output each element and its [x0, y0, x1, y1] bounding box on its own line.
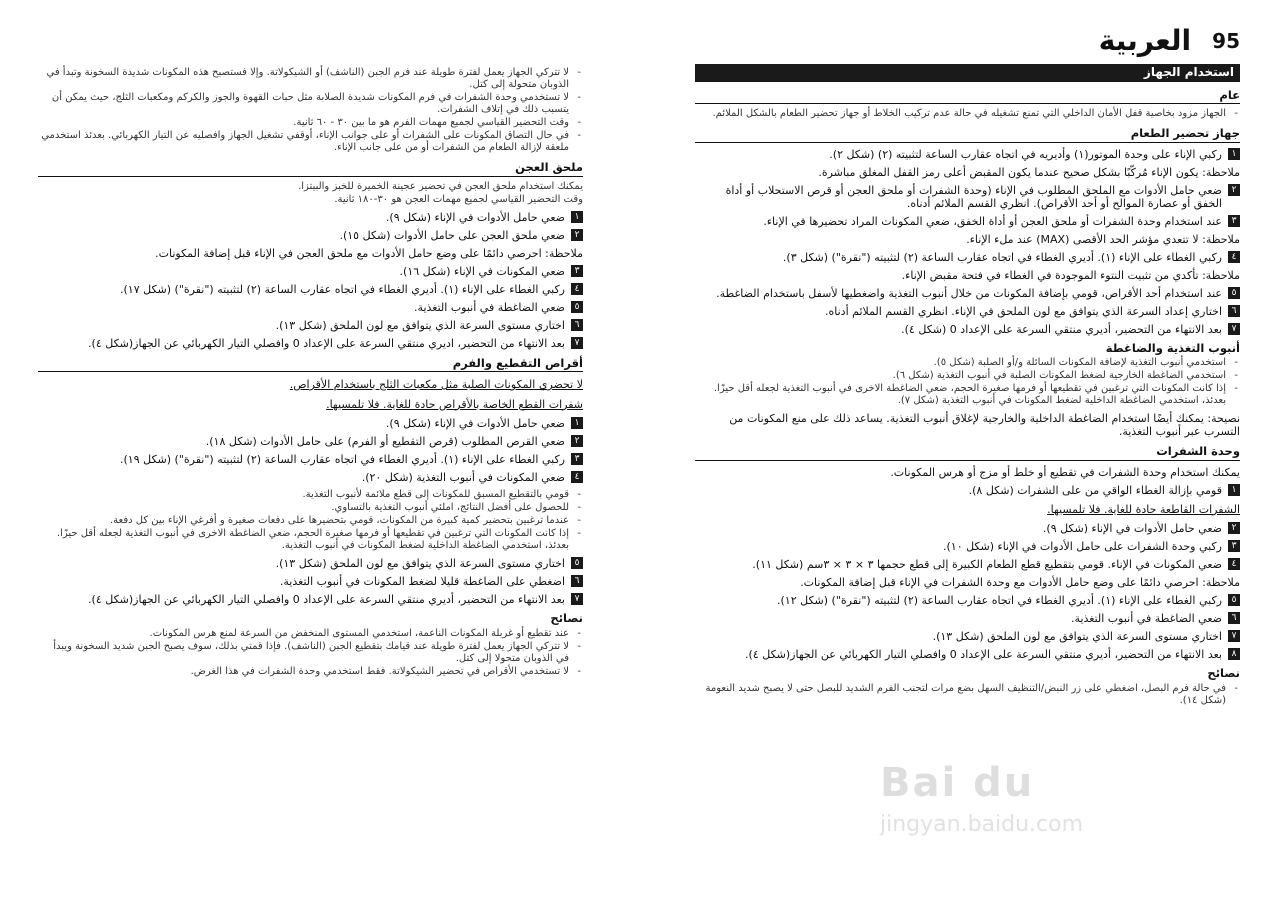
step-number: ١ [571, 211, 583, 223]
feed-bullets [695, 357, 1240, 407]
numbered-step [695, 323, 1240, 336]
general-bullets [695, 108, 1240, 120]
numbered-step [38, 337, 583, 350]
step-number: ٤ [571, 283, 583, 295]
numbered-step [695, 215, 1240, 228]
step-text: ملاحظة: تأكدي من تثبيت النتوء الموجودة في الغطاء في فتحة مقبض الإناء. [901, 268, 1240, 282]
step-number: ٨ [1228, 648, 1240, 660]
step-text: ضعي المكونات في الإناء. قومي بتقطيع قطع الطعام الكبيرة إلى قطع حجمها ٣ × ٣ × ٣سم (شكل ١١). [752, 558, 1222, 571]
numbered-step [38, 211, 583, 224]
step-text: ضعي حامل الأدوات في الإناء (شكل ٩). [385, 210, 565, 224]
step-text: ملاحظة: لا تتعدي مؤشر الحد الأقصى (MAX) عند ملء الإناء. [966, 232, 1240, 246]
step-number: ٣ [571, 265, 583, 277]
intro-line: يمكنك استخدام ملحق العجن في تحضير عجينة الخميرة للخبز والبيتزا. [298, 180, 583, 192]
step-text: ركبي الغطاء على الإناء (١). أديري الغطاء في اتجاه عقارب الساعة (٢) لتثبيته ("نقرة") (شكل ١٧). [120, 282, 565, 296]
tips-heading-left: نصائح [550, 611, 583, 625]
step-number: ٦ [1228, 612, 1240, 624]
intro-line: وقت التحضير القياسي لجميع مهمات العجن هو ٣٠-١٨٠ ثانية. [334, 193, 583, 205]
step-number: ١ [1228, 484, 1240, 496]
step-number: ٤ [1228, 251, 1240, 263]
dough-intro [38, 181, 583, 206]
discs-steps [38, 417, 583, 484]
numbered-step [695, 287, 1240, 300]
step-text: اضغطي على الضاغطة قليلا لضغط المكونات في أنبوب التغذية. [279, 575, 565, 588]
step-text: ضعي حامل الأدوات في الإناء (شكل ٩). [385, 417, 565, 430]
step-number: ٢ [1228, 522, 1240, 534]
bullet-item: - عند تقطيع أو غربلة المكونات الناعمة، استخدمي المستوى المنخفض من السرعة لمنع هرس المكونات. [38, 628, 583, 640]
step-number: ٤ [1228, 558, 1240, 570]
feed-tip: نصيحة: يمكنك أيضًا استخدام الضاغطة الداخلية والخارجية لإغلاق أنبوب التغذية. يساعد ذلك على منع المكونات من التسرب عبر أنبوب التغذية. [729, 412, 1240, 438]
bullet-item: - قومي بالتقطيع المسبق للمكونات إلى قطع ملائمة لأنبوب التغذية. [38, 489, 583, 501]
step-text: ركبي وحدة الشفرات على حامل الأدوات في الإناء (شكل ١٠). [942, 540, 1222, 553]
step-number: ٢ [571, 229, 583, 241]
step-number: ٥ [571, 557, 583, 569]
page-number: 95 [1212, 28, 1240, 53]
numbered-step [38, 319, 583, 332]
step-number: ٧ [1228, 630, 1240, 642]
numbered-step [38, 265, 583, 278]
watermark-logo: Bai du [880, 760, 1035, 806]
numbered-step [695, 305, 1240, 318]
step-text: اختاري مستوى السرعة الذي يتوافق مع لون الملحق (شكل ١٣). [275, 557, 565, 570]
numbered-step [695, 612, 1240, 625]
step-text: اختاري مستوى السرعة الذي يتوافق مع لون الملحق (شكل ١٣). [275, 318, 565, 332]
step-number: ٧ [1228, 323, 1240, 335]
step-note [695, 269, 1240, 282]
step-note [695, 233, 1240, 246]
page-header [700, 24, 1240, 60]
numbered-step [38, 301, 583, 314]
section-bar: استخدام الجهاز [695, 64, 1240, 82]
numbered-step [38, 593, 583, 606]
bullet-item: - عندما ترغبين بتحضير كمية كبيرة من المكونات، قومي بتحضيرها على دفعات صغيرة و أفرغي الإناء بين كل دفعة. [38, 515, 583, 527]
bullet-item: - إذا كانت المكونات التي ترغبين في تقطيعها أو فرمها صغيرة الحجم، ضعي الضاغطة الاخرى في أنبوب التغذية لجعله أقل حيزًا. بعدئذ، استخدمي الضاغطة الداخلية لضغط المكونات في أنبوب التغذية. [38, 528, 583, 552]
numbered-step [695, 558, 1240, 571]
step-text: ضعي الضاغطة في أنبوب التغذية. [414, 300, 565, 314]
step-number: ٦ [571, 575, 583, 587]
numbered-step [38, 557, 583, 570]
numbered-step [695, 484, 1240, 497]
numbered-step [695, 630, 1240, 643]
watermark-url: jingyan.baidu.com [880, 812, 1084, 837]
step-text: عند استخدام وحدة الشفرات أو ملحق العجن أو أداة الخفق، ضعي المكونات المراد تحضيرها في الإناء. [763, 214, 1222, 228]
step-number: ١ [1228, 148, 1240, 160]
bullet-item: - لا تتركي الجهاز يعمل لفترة طويلة عند قيامك بتقطيع الجبن (الناشف). فإذا قمتي بذلك، سوف يصبح الجبن شديد السخونة ويبدأ في الذوبان متحولا إلى كتل. [38, 641, 583, 665]
numbered-step [695, 251, 1240, 264]
step-text: ضعي القرص المطلوب (قرص التقطيع أو الفرم) على حامل الأدوات (شكل ١٨). [205, 435, 565, 448]
step-text: بعد الانتهاء من التحضير، أديري منتقي السرعة على الإعداد 0 وافصلي التيار الكهربائي عن الجهاز(شكل ٤). [745, 648, 1222, 661]
language-title: العربية [1098, 24, 1192, 57]
step-text: ضعي الضاغطة في أنبوب التغذية. [1071, 612, 1222, 625]
tips-right [695, 683, 1240, 707]
bullet-item: - للحصول على أفضل النتائج، املئي أنبوب التغذية بالتساوي. [38, 502, 583, 514]
numbered-step [38, 229, 583, 242]
step-number: ٥ [1228, 287, 1240, 299]
step-number: ٥ [571, 301, 583, 313]
step-number: ٣ [1228, 540, 1240, 552]
dough-steps [38, 211, 583, 350]
blade-steps [695, 484, 1240, 662]
bullet-item: - الجهاز مزود بخاصية قفل الأمان الداخلي التي تمنع تشغيله في حالة عدم تركيب الخلاط أو جهاز تحضير الطعام بالشكل الملائم. [695, 108, 1240, 120]
step-text: اختاري إعداد السرعة الذي يتوافق مع لون الملحق في الإناء. انظري القسم الملائم أدناه. [825, 304, 1222, 318]
step-text: ضعي المكونات في أنبوب التغذية (شكل ٢٠). [361, 471, 565, 484]
bullet-item: - لا تستخدمي الأقراص في تحضير الشيكولاتة. فقط استخدمي وحدة الشفرات في هذا الغرض. [38, 666, 583, 678]
step-number: ٧ [571, 593, 583, 605]
step-text: قومي بإزالة الغطاء الواقي من على الشفرات (شكل ٨). [968, 483, 1222, 497]
discs-warning-2: شفرات القطع الخاصة بالأقراص حادة للغاية. فلا تلمسيها. [326, 397, 583, 411]
feed-heading: أنبوب التغذية والضاغطة [1105, 340, 1240, 355]
step-text: ركبي الغطاء على الإناء (١). أديري الغطاء في اتجاه عقارب الساعة (٢) لتثبيته ("نقرة") (شكل ٣). [782, 250, 1222, 264]
blade-heading: وحدة الشفرات [695, 444, 1240, 461]
bullet-item: - إذا كانت المكونات التي ترغبين في تقطيعها أو فرمها صغيرة الحجم، ضعي الضاغطة الاخرى في أنبوب التغذية لجعله أقل حيزًا. بعدئذ، استخدمي الضاغطة الداخلية لضغط المكونات في أنبوب التغذية (شكل ٧). [695, 383, 1240, 407]
numbered-step [38, 417, 583, 430]
general-heading: عام [695, 88, 1240, 105]
step-text: اختاري مستوى السرعة الذي يتوافق مع لون الملحق (شكل ١٣). [932, 630, 1222, 643]
step-text: بعد الانتهاء من التحضير، أديري منتقي السرعة على الإعداد 0 (شكل ٤). [901, 322, 1222, 336]
blade-intro: يمكنك استخدام وحدة الشفرات في تقطيع أو خلط أو مزج أو هرس المكونات. [890, 465, 1240, 479]
bullet-item: - وقت التحضير القياسي لجميع مهمات الفرم هو ما بين ٣٠ - ٦٠ ثانية. [38, 117, 583, 129]
step-note [695, 576, 1240, 589]
step-note [695, 503, 1240, 517]
bullet-item: - في حال التصاق المكونات على الشفرات أو على جوانب الإناء، أوقفي تشغيل الجهاز وافصليه عن التيار الكهربائي. بعدئذ استخدمي ملعقة لإزالة الطعام من الشفرات أو من على جانب الإناء. [38, 130, 583, 154]
step-number: ٦ [571, 319, 583, 331]
bullet-item: - استخدمي أنبوب التغذية لإضافة المكونات السائلة و/أو الصلبة (شكل ٥). [695, 357, 1240, 369]
step-text: ضعي حامل الأدوات في الإناء (شكل ٩). [1042, 522, 1222, 535]
processor-steps [695, 148, 1240, 336]
top-bullets [38, 67, 583, 154]
processor-heading: جهاز تحضير الطعام [695, 126, 1240, 143]
step-text: بعد الانتهاء من التحضير، اديري منتقي السرعة على الإعداد 0 وافصلي التيار الكهربائي عن الجهاز(شكل ٤). [88, 336, 565, 350]
numbered-step [38, 435, 583, 448]
numbered-step [695, 648, 1240, 661]
numbered-step [695, 148, 1240, 161]
step-note [38, 247, 583, 260]
numbered-step [695, 184, 1240, 210]
step-text: بعد الانتهاء من التحضير، أديري منتقي السرعة على الإعداد 0 وافصلي التيار الكهربائي عن الجهاز(شكل ٤). [88, 593, 565, 606]
step-number: ٣ [571, 453, 583, 465]
step-text: ملاحظة: يكون الإناء مُركّبًا بشكل صحيح عندما يكون المقبض أعلى رمز القفل المغلق مباشرة. [818, 165, 1240, 179]
bullet-item: - لا تستخدمي وحدة الشفرات في فرم المكونات شديدة الصلابة مثل حبات القهوة والجوز والكركم ومكعبات الثلج، حيث يمكن أن يتسبب ذلك في إتلاف الشفرات. [38, 92, 583, 116]
step-text: ملاحظة: احرصي دائمًا على وضع حامل الأدوات مع وحدة الشفرات في الإناء قبل إضافة المكونات. [800, 576, 1240, 589]
numbered-step [695, 522, 1240, 535]
numbered-step [38, 453, 583, 466]
discs-bullets [38, 489, 583, 552]
numbered-step [38, 283, 583, 296]
numbered-step [38, 471, 583, 484]
step-note [695, 166, 1240, 179]
step-text: ملاحظة: احرصي دائمًا على وضع حامل الأدوات مع ملحق العجن في الإناء قبل إضافة المكونات. [155, 246, 583, 260]
step-number: ٧ [571, 337, 583, 349]
step-number: ٦ [1228, 305, 1240, 317]
bullet-item: - استخدمي الضاغطة الخارجية لضغط المكونات الصلبة في أنبوب التغذية (شكل ٦). [695, 370, 1240, 382]
step-text: ركبي الغطاء على الإناء (١). أديري الغطاء في اتجاه عقارب الساعة (٢) لتثبيته ("نقرة") (شكل ١٢). [777, 594, 1222, 607]
step-text: ضعي ملحق العجن على حامل الأدوات (شكل ١٥). [339, 228, 565, 242]
step-number: ٥ [1228, 594, 1240, 606]
step-number: ٣ [1228, 215, 1240, 227]
discs-warning-1: لا تحضري المكونات الصلبة مثل مكعبات الثلج باستخدام الأقراص. [289, 378, 583, 391]
step-number: ٢ [571, 435, 583, 447]
step-text: ركبي الإناء على وحدة الموتور(١) وأديريه في اتجاه عقارب الساعة لتثبيته (٢) (شكل ٢). [829, 147, 1222, 161]
step-number: ١ [571, 417, 583, 429]
step-text: عند استخدام أحد الأقراص، قومي بإضافة المكونات من خلال أنبوب التغذية واضغطيها لأسفل باستخدام الضاغطة. [716, 286, 1222, 300]
numbered-step [38, 575, 583, 588]
bullet-item: - في حالة فرم البصل، اضغطي على زر النبض/التنظيف السهل بضع مرات لتجنب الفرم الشديد للبصل حتى لا يصبح شديد النعومة (شكل ١٤). [695, 683, 1240, 707]
discs-steps-2 [38, 557, 583, 606]
left-column [38, 66, 583, 679]
dough-heading: ملحق العجن [38, 160, 583, 177]
step-number: ٤ [571, 471, 583, 483]
numbered-step [695, 594, 1240, 607]
numbered-step [695, 540, 1240, 553]
discs-heading: أقراص التقطيع والفرم [38, 356, 583, 373]
step-number: ٢ [1228, 184, 1240, 196]
step-text: ركبي الغطاء على الإناء (١). أديري الغطاء في اتجاه عقارب الساعة (٢) لتثبيته ("نقرة") (شكل ١٩). [120, 453, 565, 466]
step-text: الشفرات القاطعة حادة للغاية. فلا تلمسيها. [1047, 502, 1240, 516]
step-text: ضعي حامل الأدوات مع الملحق المطلوب في الإناء (وحدة الشفرات أو ملحق العجن أو قرص الاستحلاب أو أداة الخفق أو عصارة الموالح أو أحد الأقراص). انظري القسم الملائم أدناه. [725, 183, 1222, 210]
step-text: ضعي المكونات في الإناء (شكل ١٦). [399, 264, 565, 278]
tips-heading-right: نصائح [1207, 666, 1240, 680]
bullet-item: - لا تتركي الجهاز يعمل لفترة طويلة عند فرم الجبن (الناشف) أو الشيكولاتة. وإلا فستصبح هذه المكونات شديدة السخونة وتبدأ في الذوبان متحولة إلى كتل. [38, 67, 583, 91]
right-column [695, 64, 1240, 708]
tips-left [38, 628, 583, 678]
